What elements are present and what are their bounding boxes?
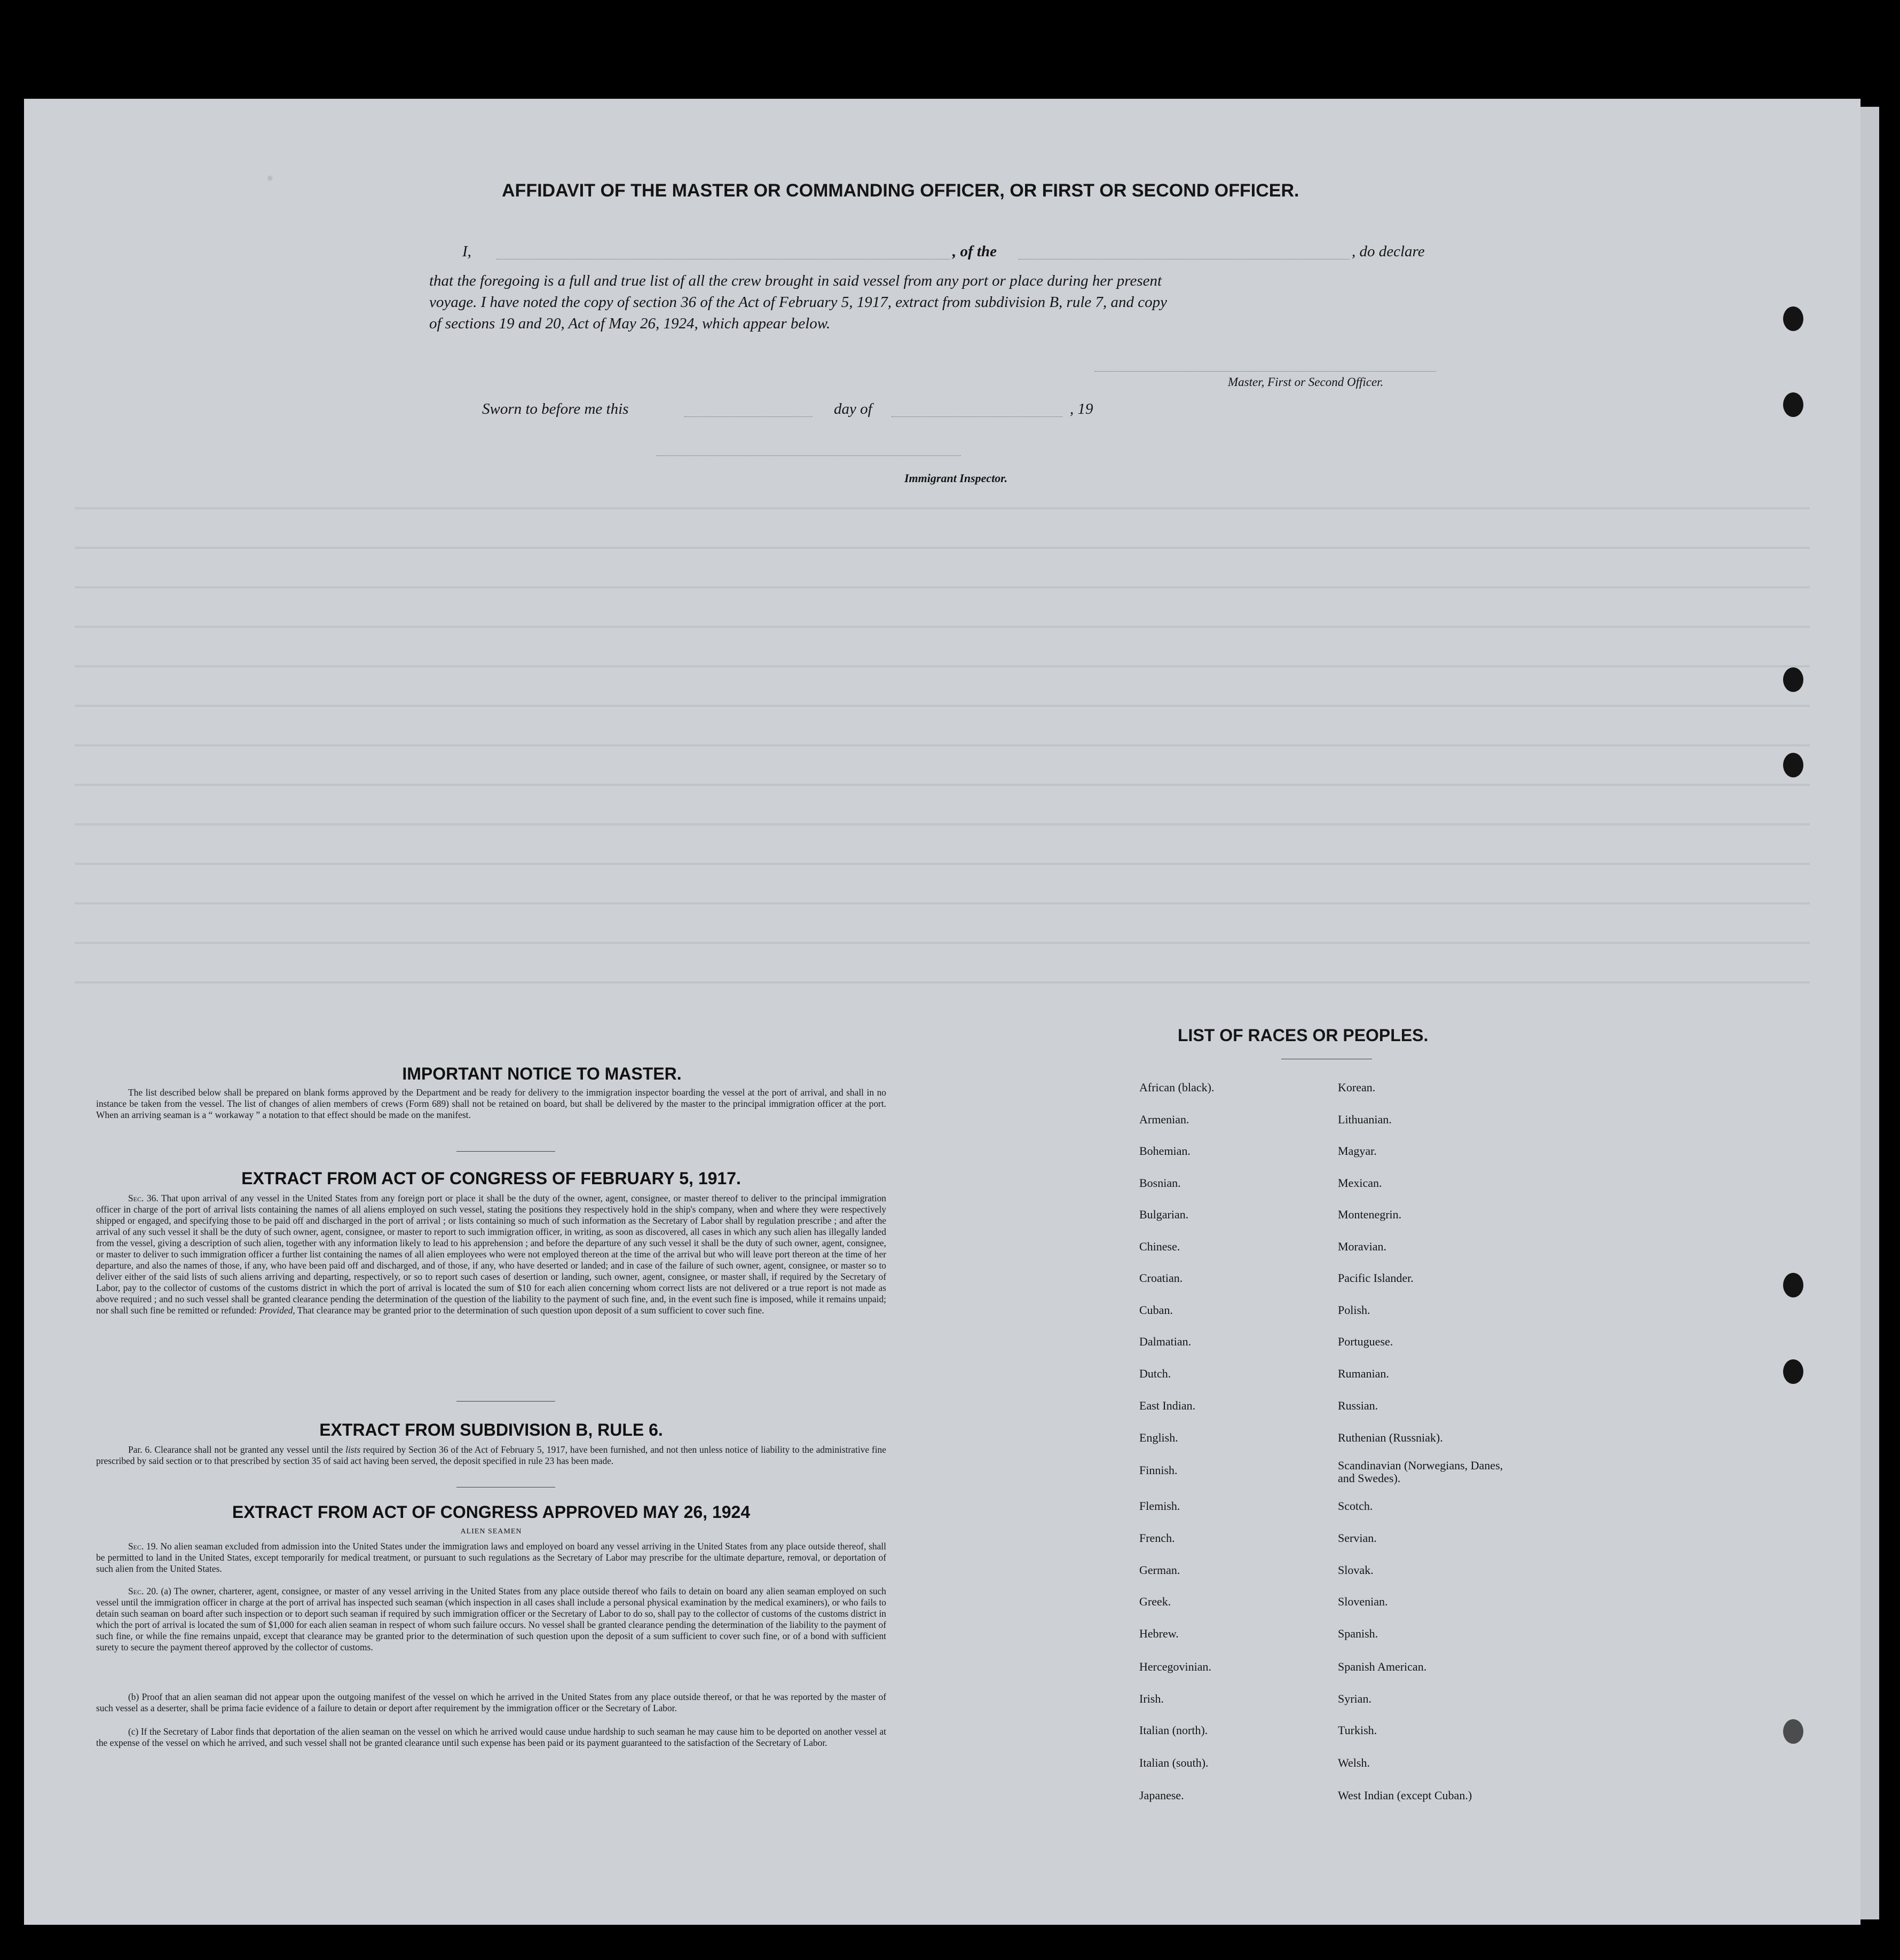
race-item: Finnish. <box>1139 1463 1178 1477</box>
sworn-day-blank[interactable] <box>684 416 813 417</box>
sec20-label: Sec. 20. <box>128 1586 159 1596</box>
race-item: Japanese. <box>1139 1789 1184 1802</box>
race-item: Dalmatian. <box>1139 1335 1192 1348</box>
races-title: LIST OF RACES OR PEOPLES. <box>1178 1026 1429 1045</box>
race-item: Dutch. <box>1139 1367 1171 1380</box>
race-item: Croatian. <box>1139 1271 1183 1285</box>
race-item: Hebrew. <box>1139 1627 1179 1640</box>
race-item: Cuban. <box>1139 1303 1173 1317</box>
punch-hole <box>1783 306 1803 331</box>
affidavit-body-line1: that the foregoing is a full and true list of all the crew brought in said vessel from any port or place during her present <box>429 272 1162 289</box>
extract-1917-divider <box>456 1401 555 1402</box>
race-item: Polish. <box>1338 1303 1370 1317</box>
race-item: Bohemian. <box>1139 1144 1191 1158</box>
sec20b-text: (b) Proof that an alien seaman did not appear upon the outgoing manifest of the vessel on which he arrived in the United States from any place outside thereof, or that he was reported by the master of such vessel as a deserter, shall be prima facie evidence of a failure to detain or deport after requirement by the immigration officer or the Secretary of Labor. <box>96 1691 886 1713</box>
affidavit-body-line3: of sections 19 and 20, Act of May 26, 1924, which appear below. <box>429 315 831 332</box>
sec20a-body: (a) The owner, charterer, agent, consignee, or master of any vessel arriving in the United States from any place outside thereof who fails to detain on board any alien seaman employed on such vessel until the immigration officer in charge at the port of arrival has inspected such seaman (which inspection in all cases shall include a personal physical examination by the medical examiners), or who fails to detain such seaman on board after such inspection or to deport such seaman if required by such immigration officer or the Secretary of Labor to do so, shall pay to the collector of customs of the customs district in which the port of arrival is located the sum of $1,000 for each alien seaman in respect of whom such failure occurs. No vessel shall be granted clearance pending the determination of the liability to the payment of such fine, or while the fine remains unpaid, except that clearance may be granted prior to the determination of such question upon the deposit of a sum sufficient to cover such fine, or of a bond with sufficient surety to secure the payment thereof approved by the collector of customs. <box>96 1586 886 1652</box>
race-item: Italian (south). <box>1139 1756 1209 1769</box>
affidavit-i-prefix: I, <box>462 243 471 260</box>
punch-hole <box>1783 1273 1803 1297</box>
sec36-text: That upon arrival of any vessel in the United States from any foreign port or place it shall be the duty of the owner, agent, consignee, or master thereof to deliver to the principal immigration officer in charge of the port of arrival lists containing the names of all aliens employed on such vessel, stating the positions they respectively hold in the ship's company, when and where they were respectively shipped or engaged, and specifying those to be paid off and discharged in the port of arrival ; or lists containing so much of such information as the Secretary of Labor shall by regulation prescribe ; and after the arrival of any such vessel it shall be the duty of such owner, agent, consignee, or master to report to such immigration officer, in writing, as soon as discovered, all cases in which any such alien has illegally landed from the vessel, giving a description of such alien, together with any information likely to lead to his apprehension ; and before the departure of any such vessel it shall be the duty of such owner, agent, consignee, or master to deliver to such immigration officer a further list containing the names of all alien employees who were not employed thereon at the time of the arrival but who will leave port thereon at the time of her departure, and also the names of those, if any, who have been paid off and discharged, and of those, if any, who have deserted or landed; and in case of the failure of such owner, agent, consignee, or master so to deliver either of the said lists of such aliens arriving and departing, respectively, or so to report such cases of desertion or landing, such owner, agent, consignee, or master shall, if required by the Secretary of Labor, pay to the collector of customs of the customs district in which the port of arrival is located the sum of $10 for each alien concerning whom correct lists are not delivered or a true report is not made as above required ; and no such vessel shall be granted clearance pending the determination of the question of the liability to the payment of such fine, and, in the event such fine is imposed, while it remains unpaid; nor shall such fine be remitted or refunded: <box>96 1193 886 1316</box>
inspector-signature-line[interactable] <box>657 455 961 456</box>
extract-1917-title: EXTRACT FROM ACT OF CONGRESS OF FEBRUARY 5, 1917. <box>241 1169 741 1188</box>
bleed-through-heading: · <box>262 161 275 195</box>
notice-text: The list described below shall be prepared on blank forms approved by the Department and be ready for delivery to the immigration inspector boarding the vessel at the port of arrival, and shall in no instance be taken from the vessel. The list of changes of alien members of crews (Form 689) shall not be retained on board, but shall be delivered by the master to the principal immigration officer at the port. When an arriving seaman is a “ workaway ” a notation to that effect should be made on the manifest. <box>96 1087 886 1120</box>
sec19-label: Sec. 19. <box>128 1541 158 1552</box>
race-item: English. <box>1139 1431 1178 1444</box>
race-item: French. <box>1139 1531 1175 1545</box>
race-item: East Indian. <box>1139 1399 1196 1412</box>
race-item: Korean. <box>1338 1081 1376 1094</box>
punch-hole <box>1783 753 1803 777</box>
signature-line[interactable] <box>1094 371 1436 372</box>
sec36-provided: Provided, <box>259 1305 295 1316</box>
race-item: Slovak. <box>1338 1563 1374 1577</box>
extract-1917-text <box>96 1193 886 1316</box>
race-item: Slovenian. <box>1338 1595 1388 1608</box>
punch-hole <box>1783 1719 1803 1744</box>
race-item: Bulgarian. <box>1139 1208 1189 1221</box>
notice-title: IMPORTANT NOTICE TO MASTER. <box>402 1064 682 1083</box>
punch-hole <box>1783 392 1803 417</box>
sec19-text <box>96 1541 886 1575</box>
notice-divider <box>456 1151 555 1152</box>
race-item: African (black). <box>1139 1081 1215 1094</box>
race-item: Portuguese. <box>1338 1335 1393 1348</box>
bleed-through-rows <box>75 470 1810 1004</box>
race-item: Rumanian. <box>1338 1367 1389 1380</box>
sec20c-text: (c) If the Secretary of Labor finds that deportation of the alien seaman on the vessel on which he arrived would cause undue hardship to such seaman he may cause him to be deported on another vessel at the expense of the vessel on which he arrived, and such vessel shall not be granted clearance until such expense has been paid or its payment guaranteed to the satisfaction of the Secretary of Labor. <box>96 1726 886 1748</box>
affidavit-title: AFFIDAVIT OF THE MASTER OR COMMANDING OFFICER, OR FIRST OR SECOND OFFICER. <box>502 180 1299 201</box>
race-item: Spanish. <box>1338 1627 1378 1640</box>
extract-1924-title: EXTRACT FROM ACT OF CONGRESS APPROVED MAY 26, 1924 <box>232 1502 751 1522</box>
race-item: Turkish. <box>1338 1723 1377 1737</box>
race-item: Flemish. <box>1139 1499 1180 1513</box>
punch-hole <box>1783 1359 1803 1384</box>
rule6-lists: lists <box>345 1444 361 1455</box>
race-item: Welsh. <box>1338 1756 1370 1769</box>
punch-hole <box>1783 667 1803 692</box>
extract-1924-subtitle: ALIEN SEAMEN <box>460 1528 522 1536</box>
sworn-text: Sworn to before me this <box>482 400 629 418</box>
affidavit-of-the: , of the <box>952 243 997 260</box>
race-item: Moravian. <box>1338 1240 1387 1253</box>
sworn-year: , 19 <box>1070 400 1093 418</box>
sworn-month-blank[interactable] <box>892 416 1062 417</box>
race-item: Ruthenian (Russniak). <box>1338 1431 1443 1444</box>
race-item: Syrian. <box>1338 1692 1371 1705</box>
sec19-body: No alien seaman excluded from admission into the United States under the immigration laws and employed on board any vessel arriving in the United States from any place outside thereof, shall be permitted to land in the United States, except temporarily for medical treatment, or pursuant to such regulations as the Secretary of Labor may prescribe for the ultimate departure, removal, or deportation of such alien from the United States. <box>96 1541 886 1574</box>
race-item: Russian. <box>1338 1399 1378 1412</box>
race-item: West Indian (except Cuban.) <box>1338 1789 1472 1802</box>
race-item: Greek. <box>1139 1595 1171 1608</box>
rule6-text <box>96 1444 886 1467</box>
rule6-text-b: required by Section 36 of the Act of February 5, 1917, have been furnished, and not then unless notice of liability to the administrative fine prescribed by said section or to that prescribed by section 35 of said act having been served, the deposit specified in rule 23 has been made. <box>96 1444 886 1466</box>
race-item: Servian. <box>1338 1531 1377 1545</box>
signature-caption: Master, First or Second Officer. <box>1228 375 1384 389</box>
race-item: Lithuanian. <box>1338 1113 1392 1126</box>
race-item: Mexican. <box>1338 1176 1382 1190</box>
race-item: Italian (north). <box>1139 1723 1208 1737</box>
race-item: Scandinavian (Norwegians, Danes, and Swedes). <box>1338 1459 1503 1485</box>
race-item: Bosnian. <box>1139 1176 1181 1190</box>
sec36-text-end: That clearance may be granted prior to the determination of such question upon deposit of a sum sufficient to cover such fine. <box>297 1305 764 1316</box>
race-item: Armenian. <box>1139 1113 1189 1126</box>
race-item: Pacific Islander. <box>1338 1271 1414 1285</box>
rule6-title: EXTRACT FROM SUBDIVISION B, RULE 6. <box>319 1420 663 1439</box>
race-item: Spanish American. <box>1338 1660 1427 1673</box>
race-item: Montenegrin. <box>1338 1208 1402 1221</box>
race-item: Magyar. <box>1338 1144 1377 1158</box>
race-item: Scotch. <box>1338 1499 1373 1513</box>
sec20a-text <box>96 1586 886 1653</box>
inspector-caption: Immigrant Inspector. <box>904 471 1008 485</box>
rule6-text-a: Par. 6. Clearance shall not be granted any vessel until the <box>128 1444 343 1455</box>
race-item: Hercegovinian. <box>1139 1660 1211 1673</box>
race-item: German. <box>1139 1563 1180 1577</box>
affidavit-do-declare: , do declare <box>1352 243 1425 260</box>
race-item: Chinese. <box>1139 1240 1180 1253</box>
affidavit-body-line2: voyage. I have noted the copy of section 36 of the Act of February 5, 1917, extract from subdivision B, rule 7, and copy <box>429 294 1168 311</box>
race-item: Irish. <box>1139 1692 1164 1705</box>
sworn-day-of: day of <box>834 400 872 418</box>
sec36-label: Sec. 36. <box>128 1193 159 1203</box>
